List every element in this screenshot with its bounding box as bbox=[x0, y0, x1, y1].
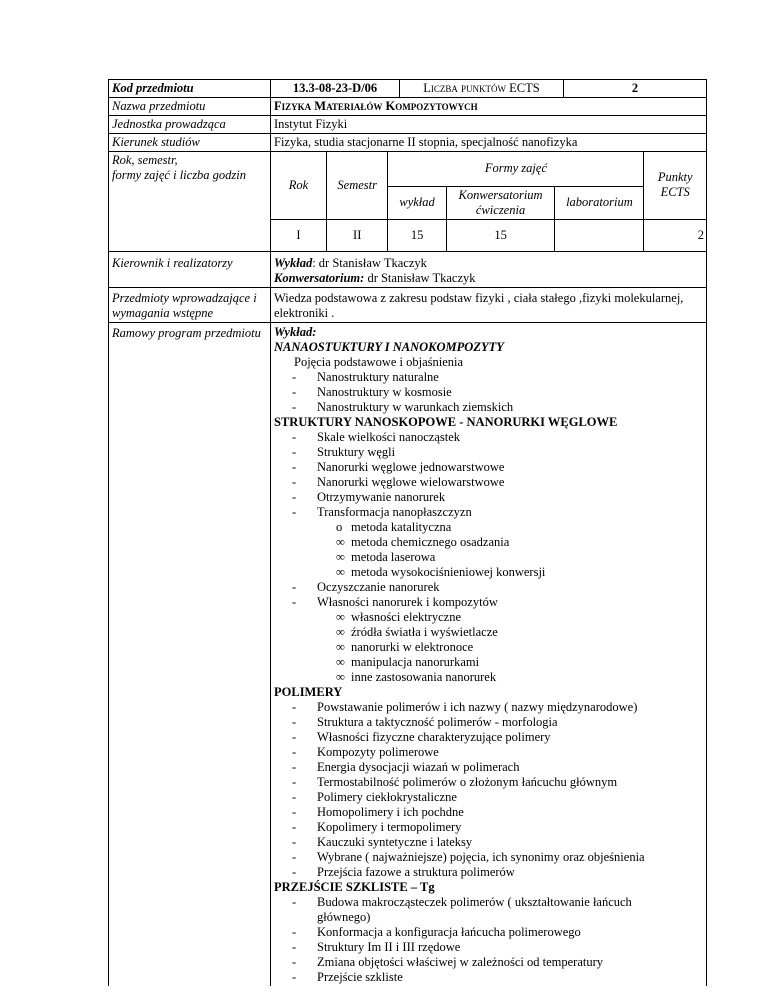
row-przedmioty bbox=[109, 288, 707, 323]
list-item-text: Kopolimery i termopolimery bbox=[317, 820, 462, 834]
forms-val-punkty: 2 bbox=[644, 219, 706, 251]
rok-label-1: Rok, semestr, bbox=[112, 153, 178, 167]
section-przejscie: PRZEJŚCIE SZKLISTE – Tg bbox=[274, 880, 435, 894]
ects-value: 2 bbox=[631, 81, 639, 95]
list-item-text: Otrzymywanie nanorurek bbox=[317, 490, 446, 504]
bullet-marker: - bbox=[292, 505, 297, 519]
row-ramowy bbox=[109, 323, 707, 987]
list-item-text: własności elektryczne bbox=[351, 610, 462, 624]
program-content bbox=[271, 323, 707, 987]
list-item: - Budowa makrocząsteczek polimerów ( ukształtowanie łańcuch bbox=[292, 895, 632, 909]
list-item-text: Polimery ciekłokrystaliczne bbox=[317, 790, 457, 804]
bullet-marker: - bbox=[292, 850, 297, 864]
dash-marker: - bbox=[292, 895, 297, 909]
bullet-marker: - bbox=[292, 460, 297, 474]
section-nanorurki-methods bbox=[274, 520, 703, 580]
kierunek-value: Fizyka, studia stacjonarne II stopnia, specjalność nanofizyka bbox=[271, 134, 707, 152]
list-item-text: metoda wysokociśnieniowej konwersji bbox=[351, 565, 546, 579]
bullet-marker: - bbox=[292, 745, 297, 759]
bullet-marker: - bbox=[292, 835, 297, 849]
kod-inner-table bbox=[271, 80, 706, 97]
bullet-marker: ∞ bbox=[336, 610, 345, 624]
list-item bbox=[274, 955, 703, 970]
section-nanostruktury: NANAOSTUKTURY I NANOKOMPOZYTY bbox=[274, 340, 504, 354]
section-przejscie-list bbox=[274, 925, 703, 985]
list-item bbox=[274, 550, 703, 565]
bullet-marker: - bbox=[292, 760, 297, 774]
forms-val-konw: 15 bbox=[446, 219, 555, 251]
bullet-marker: - bbox=[292, 925, 297, 939]
bullet-marker: ∞ bbox=[336, 535, 345, 549]
bullet-marker: ∞ bbox=[336, 670, 345, 684]
course-table bbox=[108, 79, 707, 986]
list-item bbox=[274, 700, 703, 715]
list-item-continuation: głównego) bbox=[317, 910, 371, 924]
list-item bbox=[274, 385, 703, 400]
list-item-text: Struktura a taktyczność polimerów - morfologia bbox=[317, 715, 558, 729]
row-kod bbox=[109, 80, 707, 98]
list-item bbox=[274, 460, 703, 475]
list-item bbox=[274, 580, 703, 595]
list-item bbox=[274, 790, 703, 805]
list-item bbox=[274, 760, 703, 775]
kod-value: 13.3-08-23-D/06 bbox=[271, 80, 400, 97]
list-item-text: Nanostruktury w kosmosie bbox=[317, 385, 452, 399]
section-nanorurki-list-a bbox=[274, 430, 703, 520]
list-item-text: Powstawanie polimerów i ich nazwy ( nazwy międzynarodowe) bbox=[317, 700, 638, 714]
bullet-marker: ∞ bbox=[336, 640, 345, 654]
list-item bbox=[274, 400, 703, 415]
list-item-text: Nanostruktury naturalne bbox=[317, 370, 439, 384]
wyklad-prefix: Wykład bbox=[274, 256, 313, 270]
list-item bbox=[274, 745, 703, 760]
przedmioty-value-2: elektroniki . bbox=[274, 306, 335, 320]
bullet-marker: o bbox=[336, 520, 343, 534]
konw-prefix: Konwersatorium: bbox=[274, 271, 365, 285]
konw-person: dr Stanisław Tkaczyk bbox=[364, 271, 476, 285]
list-item bbox=[274, 625, 703, 640]
forms-wyklad-header: wykład bbox=[388, 186, 446, 219]
list-item-text: metoda laserowa bbox=[351, 550, 436, 564]
kod-label: Kod przedmiotu bbox=[109, 80, 271, 98]
list-item bbox=[274, 535, 703, 550]
bullet-marker: - bbox=[292, 385, 297, 399]
bullet-marker: - bbox=[292, 730, 297, 744]
list-item bbox=[274, 925, 703, 940]
bullet-marker: - bbox=[292, 805, 297, 819]
jednostka-value: Instytut Fizyki bbox=[271, 116, 707, 134]
list-item-text: Przejście szkliste bbox=[317, 970, 403, 984]
list-item bbox=[274, 970, 703, 985]
forms-lab-header: laboratorium bbox=[555, 186, 644, 219]
ects-label: Liczba punktów ECTS bbox=[400, 80, 564, 97]
list-item bbox=[274, 445, 703, 460]
list-item bbox=[274, 835, 703, 850]
list-item bbox=[274, 865, 703, 880]
list-item bbox=[274, 505, 703, 520]
forms-konw-2: ćwiczenia bbox=[475, 202, 526, 217]
program-title: Wykład: bbox=[274, 325, 317, 339]
list-item-text: źródła światła i wyświetlacze bbox=[351, 625, 498, 639]
list-item bbox=[274, 490, 703, 505]
section-nanorurki-properties bbox=[274, 610, 703, 685]
bullet-marker: - bbox=[292, 700, 297, 714]
list-item bbox=[274, 805, 703, 820]
forms-konw-1: Konwersatorium bbox=[458, 187, 543, 202]
bullet-marker: - bbox=[292, 445, 297, 459]
list-item bbox=[274, 610, 703, 625]
bullet-marker: - bbox=[292, 955, 297, 969]
list-item-text: Skale wielkości nanocząstek bbox=[317, 430, 461, 444]
forms-semestr-header: Semestr bbox=[326, 152, 388, 219]
nazwa-label: Nazwa przedmiotu bbox=[109, 98, 271, 116]
section-nanorurki-list-b bbox=[274, 580, 703, 610]
jednostka-label: Jednostka prowadząca bbox=[109, 116, 271, 134]
row-nazwa bbox=[109, 98, 707, 116]
bullet-marker: - bbox=[292, 430, 297, 444]
bullet-marker: - bbox=[292, 865, 297, 879]
section-polimery-list bbox=[274, 700, 703, 880]
forms-table bbox=[271, 152, 706, 251]
list-item bbox=[274, 475, 703, 490]
forms-val-rok: I bbox=[271, 219, 326, 251]
bullet-marker: - bbox=[292, 715, 297, 729]
list-item-text: Nanorurki węglowe wielowarstwowe bbox=[317, 475, 505, 489]
list-item-text: Zmiana objętości właściwej w zależności od temperatury bbox=[317, 955, 604, 969]
forms-val-wyklad: 15 bbox=[388, 219, 446, 251]
forms-punkty-2: ECTS bbox=[660, 185, 690, 200]
forms-formy-header: Formy zajęć bbox=[388, 152, 644, 186]
list-item bbox=[274, 715, 703, 730]
list-item bbox=[274, 730, 703, 745]
przedmioty-value-1: Wiedza podstawowa z zakresu podstaw fizyki , ciała stałego ,fizyki molekularnej, bbox=[274, 291, 684, 305]
forms-val-lab bbox=[555, 219, 644, 251]
bullet-marker: ∞ bbox=[336, 625, 345, 639]
list-item-text: Kauczuki syntetyczne i lateksy bbox=[317, 835, 473, 849]
list-item-text: Własności nanorurek i kompozytów bbox=[317, 595, 498, 609]
kierunek-label: Kierunek studiów bbox=[109, 134, 271, 152]
forms-rok-header: Rok bbox=[271, 152, 326, 219]
list-item bbox=[274, 655, 703, 670]
list-item-text: Nanostruktury w warunkach ziemskich bbox=[317, 400, 514, 414]
ramowy-label: Ramowy program przedmiotu bbox=[109, 323, 271, 987]
bullet-marker: ∞ bbox=[336, 655, 345, 669]
section-nanorurki: STRUKTURY NANOSKOPOWE - NANORURKI WĘGLOWE bbox=[274, 415, 618, 429]
list-item bbox=[274, 520, 703, 535]
row-jednostka bbox=[109, 116, 707, 134]
list-item bbox=[274, 940, 703, 955]
list-item bbox=[274, 565, 703, 580]
list-item-text: Termostabilność polimerów o złożonym łańcuchu głównym bbox=[317, 775, 618, 789]
bullet-marker: - bbox=[292, 775, 297, 789]
forms-val-sem: II bbox=[326, 219, 388, 251]
przedmioty-label-1: Przedmioty wprowadzające i bbox=[112, 291, 257, 305]
bullet-marker: - bbox=[292, 475, 297, 489]
list-item bbox=[274, 370, 703, 385]
bullet-marker: - bbox=[292, 820, 297, 834]
list-item-text: Homopolimery i ich pochdne bbox=[317, 805, 464, 819]
list-item-text: Struktury węgli bbox=[317, 445, 396, 459]
bullet-marker: - bbox=[292, 940, 297, 954]
section-polimery: POLIMERY bbox=[274, 685, 343, 699]
list-item-text: Wybrane ( najważniejsze) pojęcia, ich synonimy oraz objeśnienia bbox=[317, 850, 645, 864]
nazwa-value: Fizyka Materiałów Kompozytowych bbox=[271, 98, 707, 116]
bullet-marker: ∞ bbox=[336, 565, 345, 579]
list-item-text: Własności fizyczne charakteryzujące polimery bbox=[317, 730, 551, 744]
list-item-text: Oczyszczanie nanorurek bbox=[317, 580, 440, 594]
list-item-text: Nanorurki węglowe jednowarstwowe bbox=[317, 460, 505, 474]
list-item-text: inne zastosowania nanorurek bbox=[351, 670, 497, 684]
row-rok bbox=[109, 152, 707, 252]
list-item bbox=[274, 820, 703, 835]
bullet-marker: - bbox=[292, 595, 297, 609]
list-item-text: metoda chemicznego osadzania bbox=[351, 535, 510, 549]
list-item bbox=[274, 850, 703, 865]
list-item bbox=[274, 430, 703, 445]
list-item-text: Przejścia fazowe a struktura polimerów bbox=[317, 865, 515, 879]
row-kierownik bbox=[109, 252, 707, 288]
bullet-marker: ∞ bbox=[336, 550, 345, 564]
list-item bbox=[274, 670, 703, 685]
wyklad-person: : dr Stanisław Tkaczyk bbox=[312, 256, 427, 270]
list-item-text: Kompozyty polimerowe bbox=[317, 745, 439, 759]
row-kierunek bbox=[109, 134, 707, 152]
list-item-text: metoda katalityczna bbox=[351, 520, 452, 534]
forms-punkty-1: Punkty bbox=[657, 170, 693, 185]
bullet-marker: - bbox=[292, 490, 297, 504]
list-item-text: Struktury Im II i III rzędowe bbox=[317, 940, 461, 954]
bullet-marker: - bbox=[292, 970, 297, 984]
list-item-text: nanorurki w elektronoce bbox=[351, 640, 474, 654]
bullet-marker: - bbox=[292, 370, 297, 384]
bullet-marker: - bbox=[292, 790, 297, 804]
bullet-marker: - bbox=[292, 580, 297, 594]
bullet-marker: - bbox=[292, 400, 297, 414]
list-item bbox=[274, 595, 703, 610]
rok-label-2: formy zajęć i liczba godzin bbox=[112, 168, 247, 182]
list-item-text: manipulacja nanorurkami bbox=[351, 655, 480, 669]
list-item bbox=[274, 775, 703, 790]
kierownik-label: Kierownik i realizatorzy bbox=[109, 252, 271, 288]
przedmioty-label-2: wymagania wstępne bbox=[112, 306, 214, 320]
list-item bbox=[274, 640, 703, 655]
section-nanostruktury-intro: Pojęcia podstawowe i objaśnienia bbox=[294, 355, 464, 369]
section-nanostruktury-list bbox=[274, 370, 703, 415]
list-item-text: Konformacja a konfiguracja łańcucha polimerowego bbox=[317, 925, 581, 939]
list-item-text: Energia dysocjacji wiazań w polimerach bbox=[317, 760, 520, 774]
list-item-text: Transformacja nanopłaszczyzn bbox=[317, 505, 472, 519]
